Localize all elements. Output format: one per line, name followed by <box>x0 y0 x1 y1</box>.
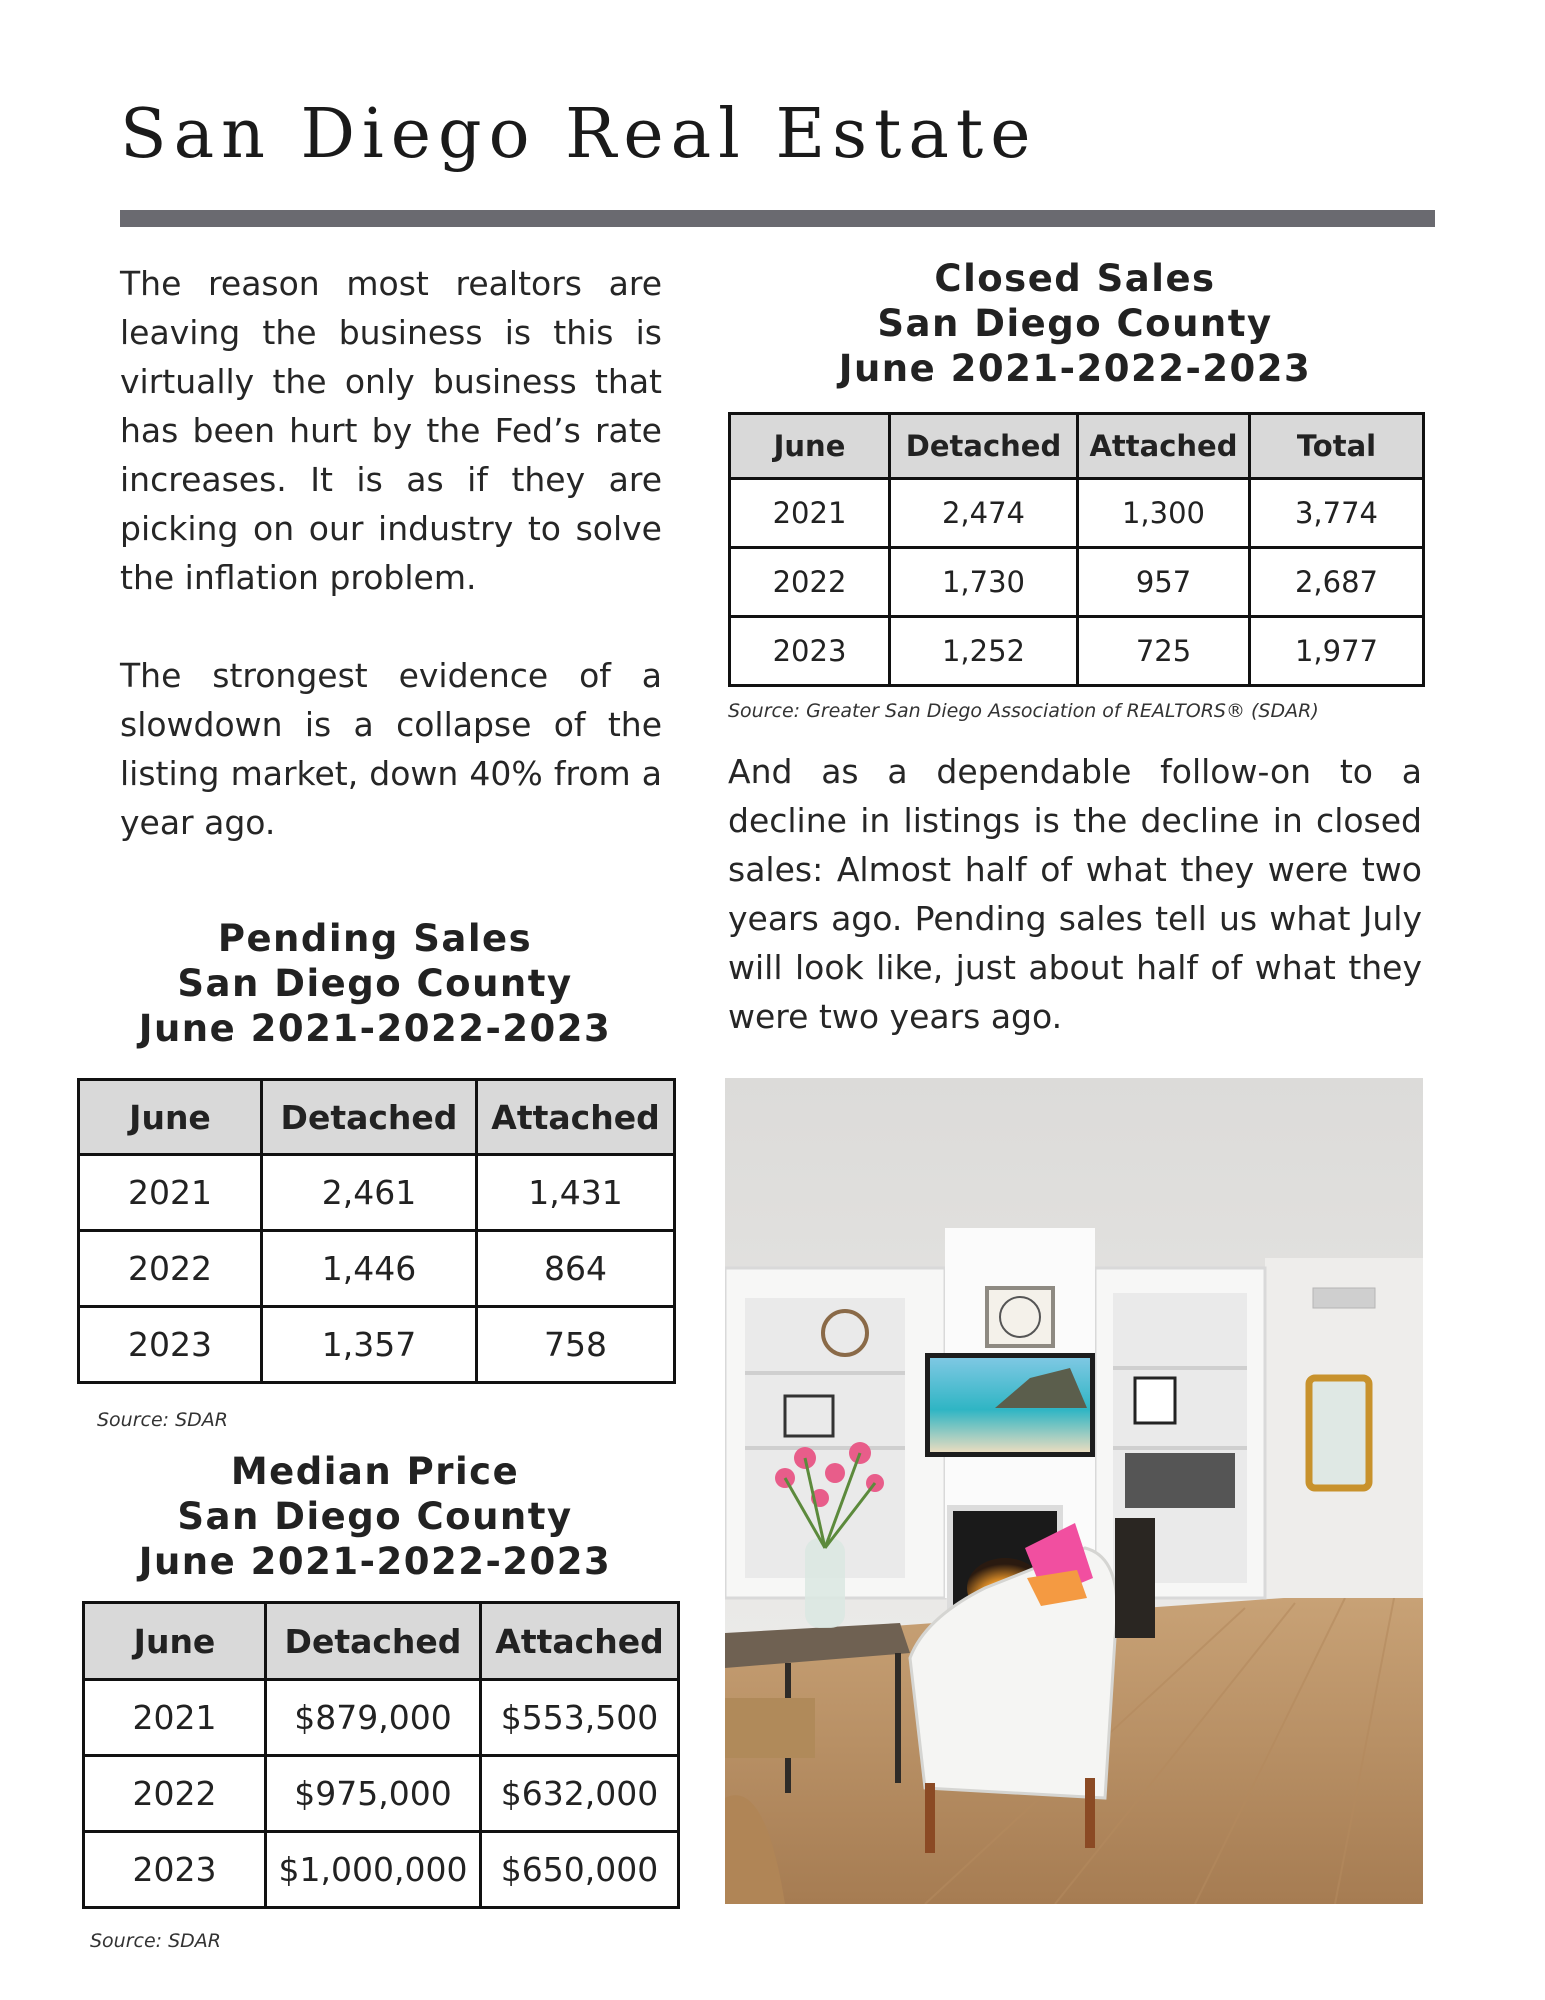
column-header-detached: Detached <box>890 414 1078 479</box>
table-header-row <box>730 414 1424 479</box>
closed-sales-period: June 2021-2022-2023 <box>838 347 1312 390</box>
table-row <box>79 1155 675 1231</box>
detached-cell: 1,252 <box>890 617 1078 686</box>
column-header-june: June <box>730 414 890 479</box>
attached-cell: 1,431 <box>477 1155 675 1231</box>
air-vent <box>1313 1288 1375 1308</box>
median-price-region: San Diego County <box>177 1495 573 1538</box>
year-cell: 2022 <box>79 1231 262 1307</box>
table-row <box>730 548 1424 617</box>
year-cell: 2023 <box>79 1307 262 1383</box>
attached-cell: 864 <box>477 1231 675 1307</box>
detached-cell: $1,000,000 <box>266 1832 481 1908</box>
median-price-table <box>82 1601 680 1909</box>
closed-sales-source: Source: Greater San Diego Association of REALTORS® (SDAR) <box>728 700 1319 722</box>
column-header-june: June <box>84 1603 266 1680</box>
median-price-source: Source: SDAR <box>90 1930 222 1952</box>
attached-cell: 725 <box>1078 617 1250 686</box>
title-divider <box>120 210 1435 227</box>
table-row <box>84 1756 679 1832</box>
year-cell: 2022 <box>730 548 890 617</box>
total-cell: 1,977 <box>1250 617 1424 686</box>
column-header-detached: Detached <box>262 1080 477 1155</box>
attached-cell: 957 <box>1078 548 1250 617</box>
pending-sales-region: San Diego County <box>177 962 573 1005</box>
living-room-photo <box>725 1078 1423 1904</box>
followon-paragraph: And as a dependable follow-on to a decline in listings is the decline in closed sales: Almost half of what they were two years ago. Pending sales tell us what July will look like, just about half of what they were two years ago. <box>728 752 1422 1036</box>
attached-cell: 758 <box>477 1307 675 1383</box>
total-cell: 3,774 <box>1250 479 1424 548</box>
page-title: San Diego Real Estate <box>120 95 1038 174</box>
pending-sales-table <box>77 1078 676 1384</box>
detached-cell: $879,000 <box>266 1680 481 1756</box>
detached-cell: 2,461 <box>262 1155 477 1231</box>
detached-cell: 2,474 <box>890 479 1078 548</box>
attached-cell: $650,000 <box>481 1832 679 1908</box>
year-cell: 2023 <box>84 1832 266 1908</box>
table-row <box>84 1680 679 1756</box>
attached-cell: 1,300 <box>1078 479 1250 548</box>
gold-mirror <box>1309 1378 1369 1488</box>
median-price-period: June 2021-2022-2023 <box>138 1540 612 1583</box>
table-row <box>79 1307 675 1383</box>
pending-sales-source: Source: SDAR <box>97 1409 229 1431</box>
detached-cell: 1,446 <box>262 1231 477 1307</box>
table-row <box>84 1832 679 1908</box>
closed-sales-heading <box>728 256 1422 391</box>
total-cell: 2,687 <box>1250 548 1424 617</box>
pending-sales-heading <box>78 916 672 1051</box>
attached-cell: $632,000 <box>481 1756 679 1832</box>
column-header-attached: Attached <box>481 1603 679 1680</box>
year-cell: 2023 <box>730 617 890 686</box>
year-cell: 2022 <box>84 1756 266 1832</box>
column-header-total: Total <box>1250 414 1424 479</box>
column-header-june: June <box>79 1080 262 1155</box>
column-header-detached: Detached <box>266 1603 481 1680</box>
year-cell: 2021 <box>730 479 890 548</box>
evidence-paragraph: The strongest evidence of a slowdown is a collapse of the listing market, down 40% from a year ago. <box>120 656 662 842</box>
closed-sales-title: Closed Sales <box>934 257 1216 300</box>
median-price-heading <box>78 1449 672 1584</box>
column-header-attached: Attached <box>477 1080 675 1155</box>
closed-sales-region: San Diego County <box>877 302 1273 345</box>
table-row <box>730 479 1424 548</box>
table-header-row <box>84 1603 679 1680</box>
detached-cell: 1,730 <box>890 548 1078 617</box>
intro-paragraph: The reason most realtors are leaving the business is this is virtually the only business that has been hurt by the Fed’s rate increases. It is as if they are picking on our industry to solve the inflation problem. <box>120 264 662 597</box>
table-row <box>79 1231 675 1307</box>
attached-cell: $553,500 <box>481 1680 679 1756</box>
pending-sales-title: Pending Sales <box>217 917 533 960</box>
detached-cell: $975,000 <box>266 1756 481 1832</box>
year-cell: 2021 <box>79 1155 262 1231</box>
closed-sales-table <box>728 412 1425 687</box>
table-header-row <box>79 1080 675 1155</box>
year-cell: 2021 <box>84 1680 266 1756</box>
pending-sales-period: June 2021-2022-2023 <box>138 1007 612 1050</box>
table-row <box>730 617 1424 686</box>
column-header-attached: Attached <box>1078 414 1250 479</box>
median-price-title: Median Price <box>230 1450 520 1493</box>
detached-cell: 1,357 <box>262 1307 477 1383</box>
